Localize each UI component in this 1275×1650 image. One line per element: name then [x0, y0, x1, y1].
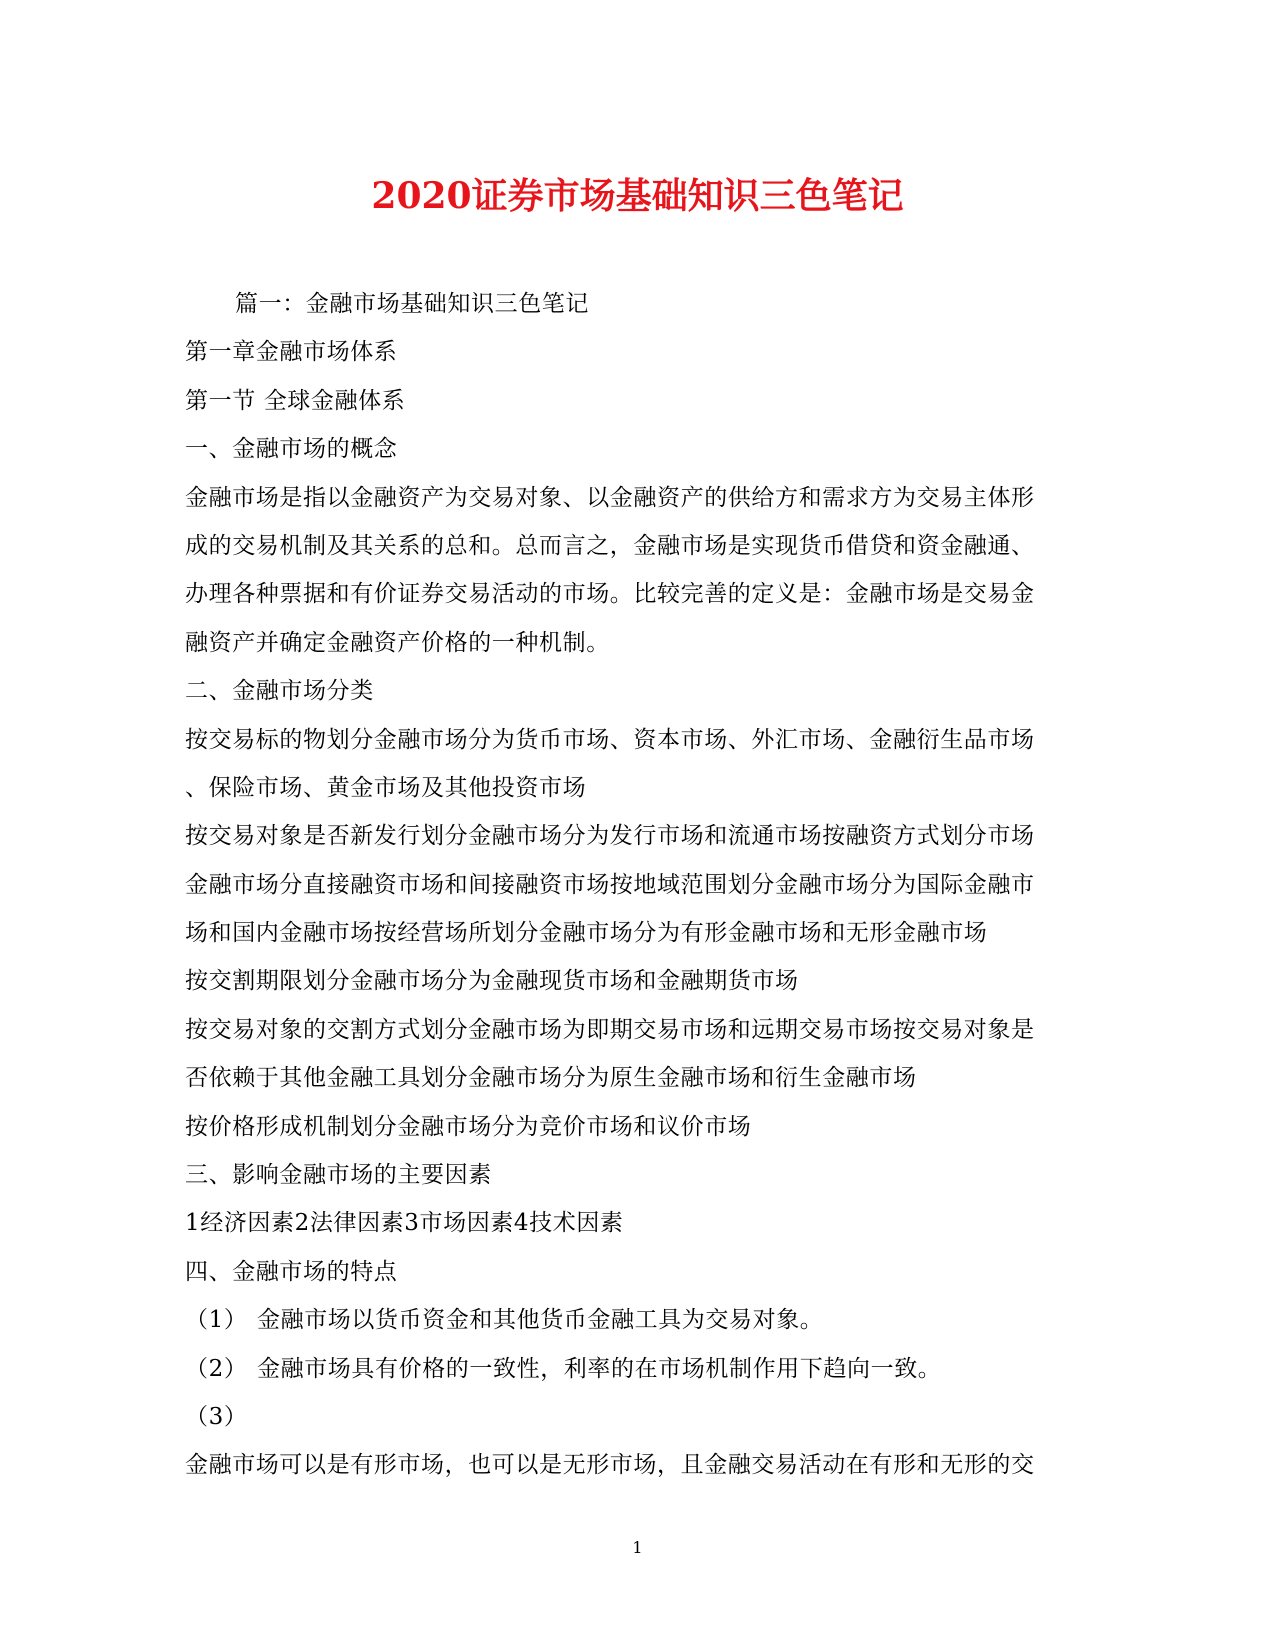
subsection-heading: 三、影响金融市场的主要因素: [185, 1162, 492, 1189]
list-item: [185, 1296, 1090, 1344]
paragraph-line: 、保险市场、黄金市场及其他投资市场: [185, 774, 587, 801]
paragraph-line: 1经济因素2法律因素3市场因素4技术因素: [185, 1210, 624, 1237]
chapter-heading: 第一章金融市场体系: [185, 339, 398, 366]
list-item-number: （2）: [185, 1355, 248, 1382]
subsection-heading: 一、金融市场的概念: [185, 436, 398, 463]
list-item-text: 金融市场以货币资金和其他货币金融工具为交易对象。: [257, 1307, 824, 1334]
document-title: 2020证券市场基础知识三色笔记: [371, 175, 904, 217]
list-item-number: （3）: [185, 1403, 248, 1430]
page-number: 1: [632, 1538, 643, 1557]
paragraph-line: 场和国内金融市场按经营场所划分金融市场分为有形金融市场和无形金融市场: [185, 920, 988, 947]
paragraph-line: 金融市场是指以金融资产为交易对象、以金融资产的供给方和需求方为交易主体形: [185, 484, 1035, 511]
subsection-heading: 四、金融市场的特点: [185, 1258, 398, 1285]
paragraph-line: 按交易对象的交割方式划分金融市场为即期交易市场和远期交易市场按交易对象是: [185, 1016, 1035, 1043]
paragraph-line: 按价格形成机制划分金融市场分为竞价市场和议价市场: [185, 1113, 752, 1140]
list-item: [185, 1345, 1090, 1393]
paragraph-line: 按交割期限划分金融市场分为金融现货市场和金融期货市场: [185, 968, 799, 995]
paragraph-line: 按交易标的物划分金融市场分为货币市场、资本市场、外汇市场、金融衍生品市场: [185, 726, 1035, 753]
list-item-number: （1）: [185, 1307, 248, 1334]
list-item: [185, 1393, 1090, 1441]
paragraph-line: 办理各种票据和有价证券交易活动的市场。比较完善的定义是：金融市场是交易金: [185, 581, 1035, 608]
paragraph-line: 金融市场分直接融资市场和间接融资市场按地域范围划分金融市场分为国际金融市: [185, 871, 1035, 898]
paragraph-line: 成的交易机制及其关系的总和。总而言之，金融市场是实现货币借贷和资金融通、: [185, 532, 1035, 559]
document-body: [185, 280, 1090, 1490]
subsection-heading: 二、金融市场分类: [185, 678, 374, 705]
paragraph-line: 融资产并确定金融资产价格的一种机制。: [185, 629, 610, 656]
section-heading: 篇一：金融市场基础知识三色笔记: [235, 291, 589, 317]
paragraph-line: 按交易对象是否新发行划分金融市场分为发行市场和流通市场按融资方式划分市场: [185, 823, 1035, 850]
section-heading: 第一节 全球金融体系: [185, 387, 406, 414]
paragraph-line: 金融市场可以是有形市场，也可以是无形市场，且金融交易活动在有形和无形的交: [185, 1452, 1035, 1479]
list-item-text: 金融市场具有价格的一致性，利率的在市场机制作用下趋向一致。: [257, 1355, 942, 1382]
paragraph-line: 否依赖于其他金融工具划分金融市场分为原生金融市场和衍生金融市场: [185, 1065, 917, 1092]
